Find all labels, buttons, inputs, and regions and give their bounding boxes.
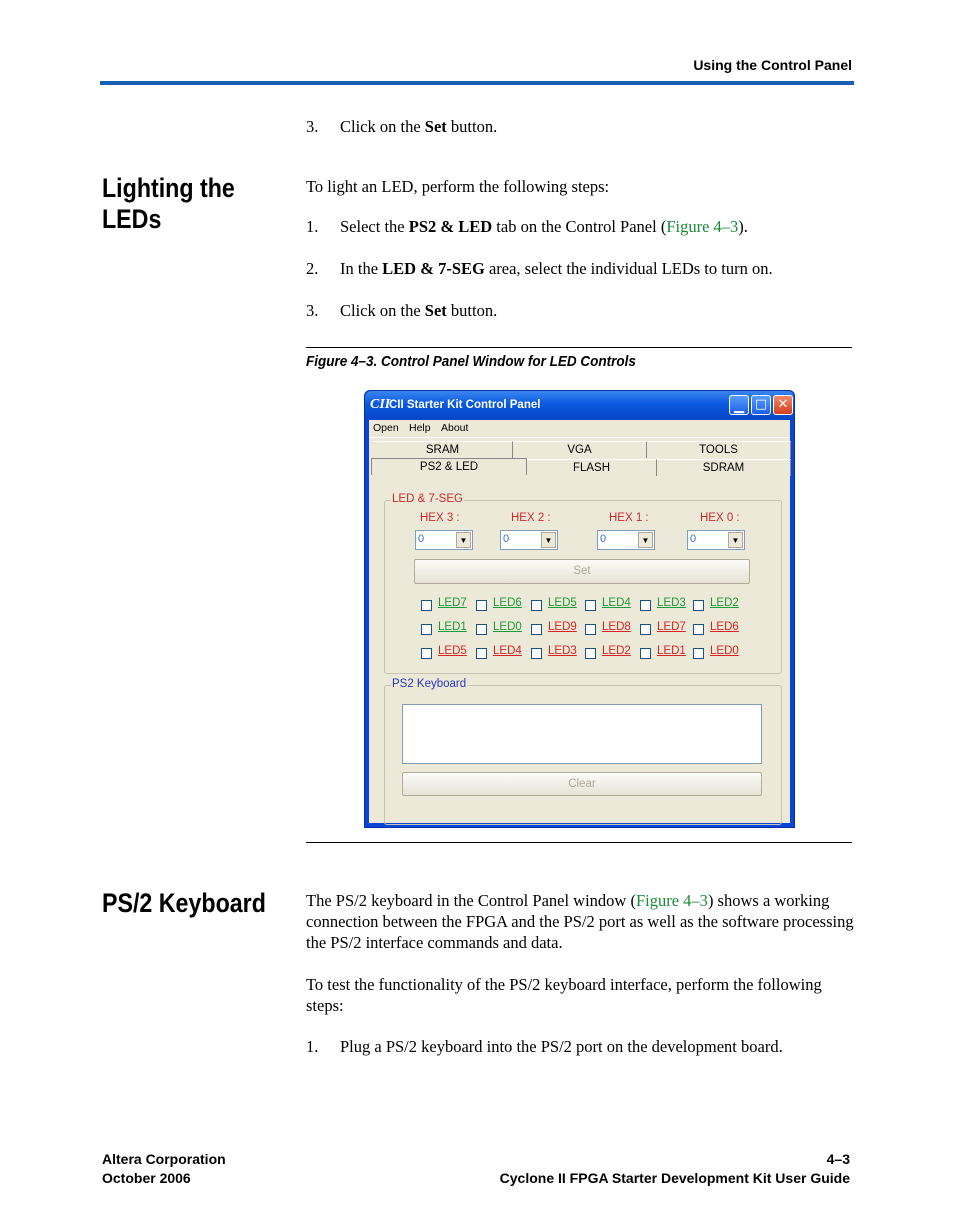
control-panel-window bbox=[364, 390, 795, 828]
led-checkbox[interactable] bbox=[421, 624, 432, 635]
maximize-button[interactable] bbox=[751, 395, 771, 415]
led-checkbox[interactable] bbox=[585, 648, 596, 659]
led-label: LED0 bbox=[493, 621, 522, 633]
led-checkbox[interactable] bbox=[531, 624, 542, 635]
running-header: Using the Control Panel bbox=[693, 57, 852, 73]
led-checkbox[interactable] bbox=[421, 648, 432, 659]
led-checkbox[interactable] bbox=[421, 600, 432, 611]
led-label: LED7 bbox=[657, 621, 686, 633]
leds-step-2: 2. In the LED & 7-SEG area, select the individual LEDs to turn on. bbox=[306, 259, 773, 278]
hex2-label: HEX 2 : bbox=[511, 512, 551, 524]
led-checkbox[interactable] bbox=[640, 600, 651, 611]
led-label: LED5 bbox=[438, 645, 467, 657]
led-checkbox[interactable] bbox=[476, 648, 487, 659]
tab-sdram[interactable]: SDRAM bbox=[657, 459, 791, 476]
step-number: 3. bbox=[306, 117, 319, 136]
led-checkbox[interactable] bbox=[640, 624, 651, 635]
footer-company: Altera Corporation bbox=[102, 1151, 226, 1167]
figure-top-rule bbox=[306, 347, 852, 348]
figure-caption: Figure 4–3. Control Panel Window for LED Controls bbox=[306, 353, 636, 370]
dropdown-arrow-icon[interactable]: ▼ bbox=[728, 532, 743, 548]
ps2-paragraph-2: To test the functionality of the PS/2 keyboard interface, perform the following steps: bbox=[306, 975, 822, 1015]
window-titlebar[interactable] bbox=[365, 391, 794, 420]
menu-bar bbox=[369, 420, 790, 438]
hex3-label: HEX 3 : bbox=[420, 512, 460, 524]
hex0-label: HEX 0 : bbox=[700, 512, 740, 524]
led-label: LED3 bbox=[548, 645, 577, 657]
tab-tools[interactable]: TOOLS bbox=[647, 441, 791, 458]
set-button[interactable]: Set bbox=[414, 559, 750, 584]
led-label: LED4 bbox=[493, 645, 522, 657]
tab-ps2-led[interactable]: PS2 & LED bbox=[371, 458, 527, 475]
figure-link[interactable]: Figure 4–3 bbox=[666, 217, 739, 236]
footer-guide-title: Cyclone II FPGA Starter Development Kit User Guide bbox=[499, 1170, 850, 1186]
app-logo: CII bbox=[370, 397, 391, 412]
tab-flash[interactable]: FLASH bbox=[527, 459, 657, 476]
figure-bottom-rule bbox=[306, 842, 852, 843]
maximize-icon: □ bbox=[754, 397, 768, 412]
ps2-keyboard-textbox[interactable] bbox=[402, 704, 762, 764]
led-label: LED5 bbox=[548, 597, 577, 609]
led-checkbox[interactable] bbox=[640, 648, 651, 659]
led-checkbox[interactable] bbox=[693, 600, 704, 611]
figure-link[interactable]: Figure 4–3 bbox=[635, 891, 708, 910]
footer-date: October 2006 bbox=[102, 1170, 191, 1186]
led-label: LED1 bbox=[657, 645, 686, 657]
menu-about[interactable]: About bbox=[441, 422, 469, 434]
footer-left bbox=[102, 1150, 226, 1188]
section-title-ps2: PS/2 Keyboard bbox=[102, 888, 266, 918]
window-title: CII Starter Kit Control Panel bbox=[389, 399, 541, 411]
led-checkbox[interactable] bbox=[531, 600, 542, 611]
hex3-select[interactable]: 0 ▼ bbox=[415, 530, 473, 550]
footer-right bbox=[500, 1150, 850, 1188]
section-title-leds: Lighting the LEDs bbox=[102, 173, 235, 234]
led-checkbox[interactable] bbox=[585, 600, 596, 611]
dropdown-arrow-icon[interactable]: ▼ bbox=[541, 532, 556, 548]
dropdown-arrow-icon[interactable]: ▼ bbox=[638, 532, 653, 548]
header-rule bbox=[100, 81, 854, 85]
leds-intro: To light an LED, perform the following steps: bbox=[306, 177, 610, 196]
hex1-label: HEX 1 : bbox=[609, 512, 649, 524]
ps2-paragraph-1: The PS/2 keyboard in the Control Panel window (Figure 4–3) shows a working connection between the FPGA and the PS/2 port as well as the software processing the PS/2 interface commands and data. bbox=[306, 891, 854, 952]
led-checkbox[interactable] bbox=[476, 624, 487, 635]
led-label: LED2 bbox=[602, 645, 631, 657]
footer-page-number: 4–3 bbox=[826, 1151, 850, 1167]
led-label: LED9 bbox=[548, 621, 577, 633]
clear-button[interactable]: Clear bbox=[402, 772, 762, 796]
tab-sram[interactable]: SRAM bbox=[373, 441, 513, 458]
led-label: LED0 bbox=[710, 645, 739, 657]
led-label: LED1 bbox=[438, 621, 467, 633]
hex2-select[interactable]: 0 ▼ bbox=[500, 530, 558, 550]
led-checkbox[interactable] bbox=[585, 624, 596, 635]
led-label: LED6 bbox=[493, 597, 522, 609]
hex1-select[interactable]: 0 ▼ bbox=[597, 530, 655, 550]
led-label: LED4 bbox=[602, 597, 631, 609]
window-client bbox=[369, 420, 790, 823]
led-checkbox[interactable] bbox=[476, 600, 487, 611]
close-button[interactable] bbox=[773, 395, 793, 415]
dropdown-arrow-icon[interactable]: ▼ bbox=[456, 532, 471, 548]
top-step: 3. Click on the Set button. bbox=[306, 117, 498, 136]
menu-help[interactable]: Help bbox=[409, 422, 431, 434]
led-label: LED8 bbox=[602, 621, 631, 633]
ps2-keyboard-group-label: PS2 Keyboard bbox=[392, 678, 467, 690]
ps2-step-1: 1. Plug a PS/2 keyboard into the PS/2 port on the development board. bbox=[306, 1037, 783, 1056]
led-label: LED2 bbox=[710, 597, 739, 609]
tab-vga[interactable]: VGA bbox=[513, 441, 647, 458]
led-checkbox[interactable] bbox=[693, 648, 704, 659]
minimize-button[interactable] bbox=[729, 395, 749, 415]
menu-open[interactable]: Open bbox=[373, 422, 399, 434]
leds-step-3: 3. Click on the Set button. bbox=[306, 301, 498, 320]
led-label: LED3 bbox=[657, 597, 686, 609]
led-label: LED7 bbox=[438, 597, 467, 609]
led-7seg-group-label: LED & 7-SEG bbox=[392, 493, 463, 505]
leds-step-1: 1. Select the PS2 & LED tab on the Control Panel (Figure 4–3). bbox=[306, 217, 748, 236]
led-checkbox[interactable] bbox=[693, 624, 704, 635]
close-icon: ✕ bbox=[777, 397, 789, 412]
minimize-icon: ▁ bbox=[734, 399, 744, 414]
hex0-select[interactable]: 0 ▼ bbox=[687, 530, 745, 550]
led-checkbox[interactable] bbox=[531, 648, 542, 659]
led-label: LED6 bbox=[710, 621, 739, 633]
